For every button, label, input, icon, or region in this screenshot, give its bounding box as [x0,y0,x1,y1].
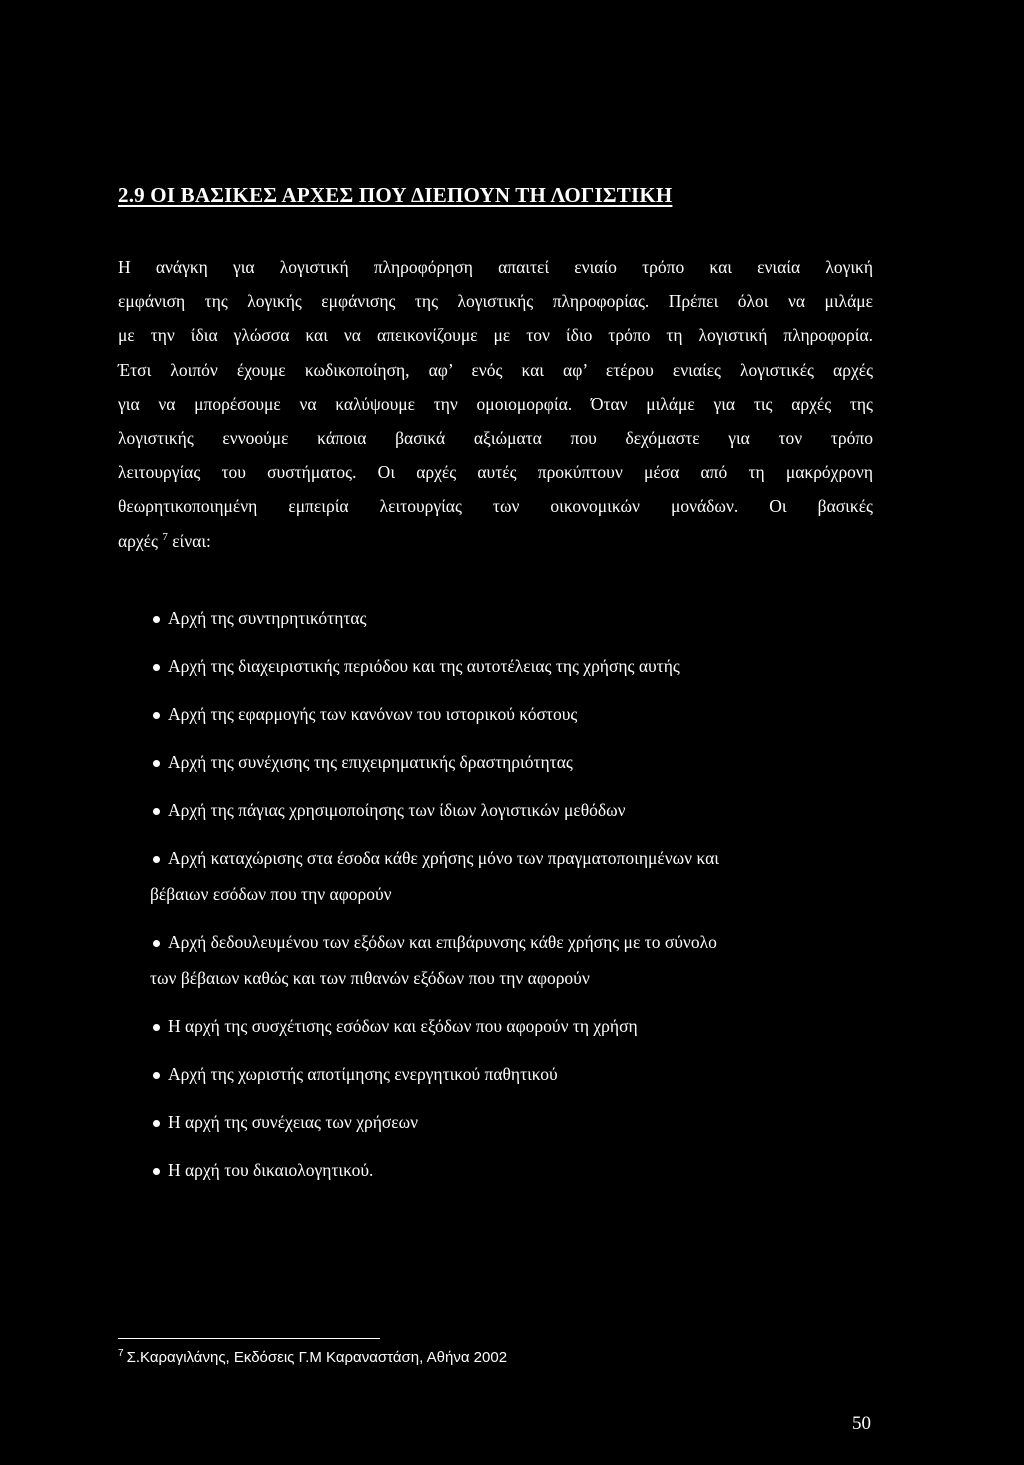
footnote-divider [118,1338,380,1339]
paragraph-line: λογιστικής εννοούμε κάποια βασικά αξιώματα που δεχόμαστε για τον τρόπο [118,428,873,449]
bullet-icon [153,712,160,719]
bullet-icon [153,1168,160,1175]
bullet-icon [153,1072,160,1079]
bullet-icon [153,616,160,623]
list-item-text: Η αρχή της συνέχειας των χρήσεων [168,1112,419,1132]
bullet-icon [153,808,160,815]
list-item [150,1152,880,1188]
paragraph-line: Έτσι λοιπόν έχουμε κωδικοποίηση, αφ’ ενός και αφ’ ετέρου ενιαίες λογιστικές αρχές [118,359,873,380]
list-item-text: Αρχή της συνέχισης της επιχειρηματικής δραστηριότητας [168,752,573,772]
list-item-continuation: βέβαιων εσόδων που την αφορούν [150,884,392,904]
paragraph-line: Η ανάγκη για λογιστική πληροφόρηση απαιτεί ενιαίο τρόπο και ενιαία λογική [118,257,873,277]
bullet-icon [153,1120,160,1127]
list-item-text: Αρχή δεδουλευμένου των εξόδων και επιβάρυνσης κάθε χρήσης με το σύνολο [168,932,717,952]
list-item [150,1104,880,1140]
list-item [150,1056,880,1092]
paragraph-last-line [118,524,873,558]
footnote-reference[interactable]: 7 [162,530,168,543]
paragraph-last-line-start: αρχές [118,530,158,551]
paragraph-last-line-end: είναι: [172,530,211,551]
list-item [150,924,880,996]
list-item [150,600,880,636]
footnote [118,1348,507,1366]
paragraph-line: για να μπορέσουμε να καλύψουμε την ομοιομορφία. Όταν μιλάμε για τις αρχές της [118,393,873,414]
list-item-text: Η αρχή της συσχέτισης εσόδων και εξόδων που αφορούν τη χρήση [168,1016,638,1036]
list-item-text: Αρχή της συντηρητικότητας [168,608,367,628]
paragraph-line: λειτουργίας του συστήματος. Οι αρχές αυτές προκύπτουν μέσα από τη μακρόχρονη [118,462,873,483]
list-item-text: Η αρχή του δικαιολογητικού. [168,1160,374,1180]
principles-list [150,600,880,1200]
intro-paragraph [118,250,873,558]
list-item-continuation: των βέβαιων καθώς και των πιθανών εξόδων που την αφορούν [150,968,590,988]
paragraph-line: με την ίδια γλώσσα και να απεικονίζουμε με τον ίδιο τρόπο τη λογιστική πληροφορία. [118,325,873,346]
list-item-text: Αρχή της διαχειριστικής περιόδου και της αυτοτέλειας της χρήσης αυτής [168,656,680,676]
list-item [150,1008,880,1044]
list-item-text: Αρχή της χωριστής αποτίμησης ενεργητικού παθητικού [168,1064,558,1084]
paragraph-line: εμφάνιση της λογικής εμφάνισης της λογιστικής πληροφορίας. Πρέπει όλοι να μιλάμε [118,291,873,312]
bullet-icon [153,760,160,767]
footnote-number: 7 [118,1348,124,1359]
bullet-icon [153,664,160,671]
list-item [150,696,880,732]
bullet-icon [153,856,160,863]
footnote-text: Σ.Καραγιλάνης, Εκδόσεις Γ.Μ Καραναστάση, Αθήνα 2002 [126,1349,508,1366]
list-item [150,840,880,912]
list-item [150,792,880,828]
list-item-text: Αρχή της εφαρμογής των κανόνων του ιστορικού κόστους [168,704,578,724]
list-item [150,648,880,684]
paragraph-line: θεωρητικοποιημένη εμπειρία λειτουργίας των οικονομικών μονάδων. Οι βασικές [118,496,873,517]
bullet-icon [153,1024,160,1031]
page-number: 50 [852,1413,871,1434]
list-item-text: Αρχή της πάγιας χρησιμοποίησης των ίδιων λογιστικών μεθόδων [168,800,626,820]
list-item [150,744,880,780]
list-item-text: Αρχή καταχώρισης στα έσοδα κάθε χρήσης μόνο των πραγματοποιημένων και [168,848,719,868]
section-heading: 2.9 ΟΙ ΒΑΣΙΚΕΣ ΑΡΧΕΣ ΠΟΥ ΔΙΕΠΟΥΝ ΤΗ ΛΟΓΙΣΤΙΚΗ [118,183,673,207]
bullet-icon [153,940,160,947]
